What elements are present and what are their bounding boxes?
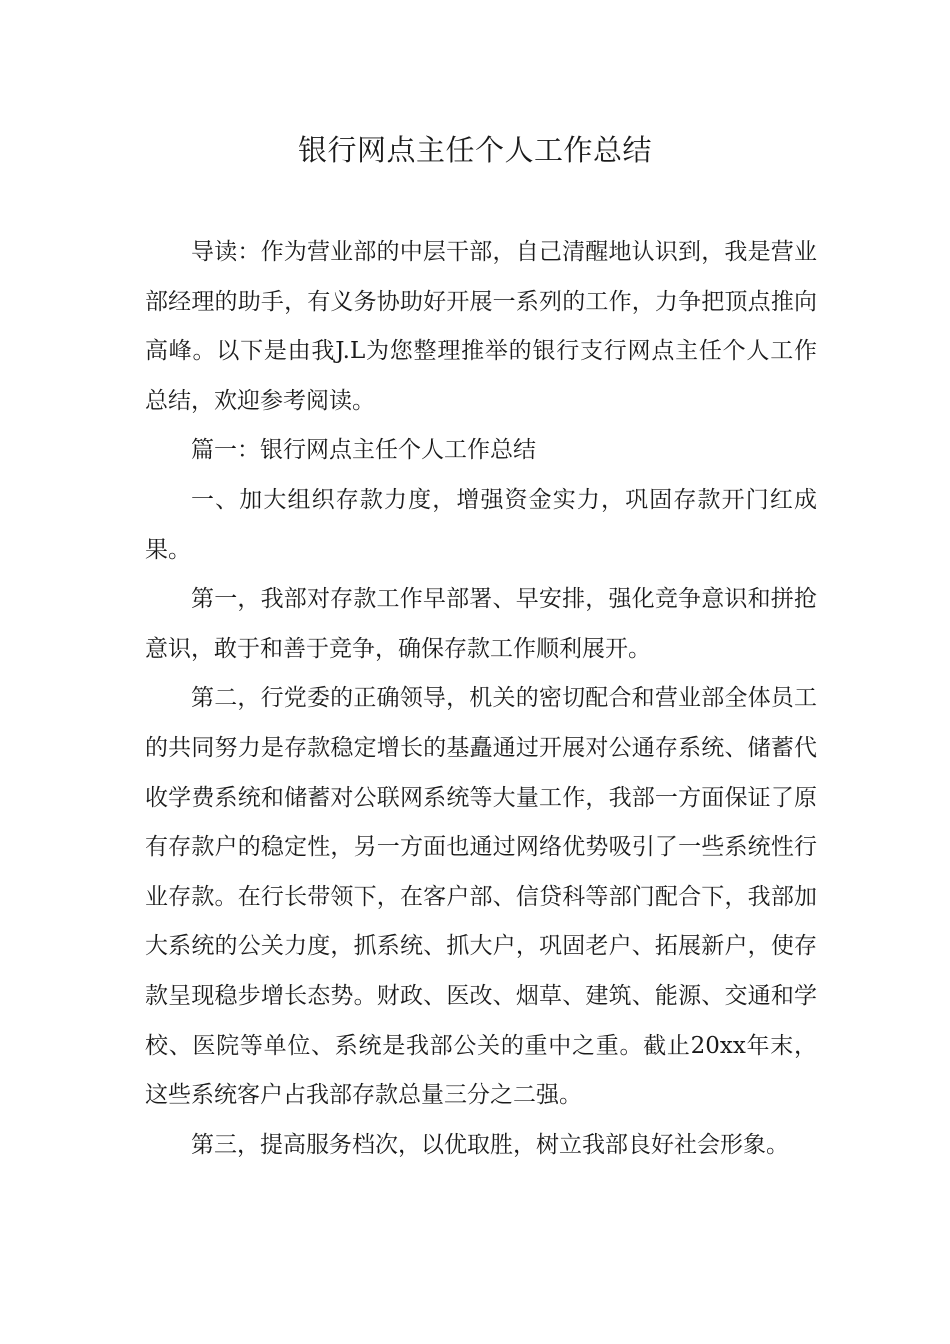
- paragraph-chapter-heading: 篇一：银行网点主任个人工作总结: [191, 437, 536, 464]
- document-title: 银行网点主任个人工作总结: [297, 133, 652, 167]
- paragraph-intro: 导读：作为营业部的中层干部，自己清醒地认识到，我是营业部经理的助手，有义务协助好开展一系列的工作，力争把顶点推向高峰。以下是由我J.L为您整理推举的银行支行网点主任个人工作总结，欢迎参考阅读。: [145, 239, 817, 414]
- paragraph-third-point: 第三，提高服务档次，以优取胜，树立我部良好社会形象。: [191, 1131, 789, 1158]
- paragraph-section-heading: 一、加大组织存款力度，增强资金实力，巩固存款开门红成果。: [145, 486, 817, 563]
- paragraph-first-point: 第一，我部对存款工作早部署、早安排，强化竞争意识和拼抢意识，敢于和善于竞争，确保存款工作顺利展开。: [145, 586, 817, 662]
- document-body: [145, 228, 817, 1170]
- paragraph-second-point: 第二，行党委的正确领导，机关的密切配合和营业部全体员工的共同努力是存款稳定增长的基矗通过开展对公通存系统、储蓄代收学费系统和储蓄对公联网系统等大量工作，我部一方面保证了原有存款户的稳定性，另一方面也通过网络优势吸引了一些系统性行业存款。在行长带领下，在客户部、信贷科等部门配合下，我部加大系统的公关力度，抓系统、抓大户，巩固老户、拓展新户，使存款呈现稳步增长态势。财政、医改、烟草、建筑、能源、交通和学校、医院等单位、系统是我部公关的重中之重。截止20xx年末，这些系统客户占我部存款总量三分之二强。: [145, 685, 817, 1109]
